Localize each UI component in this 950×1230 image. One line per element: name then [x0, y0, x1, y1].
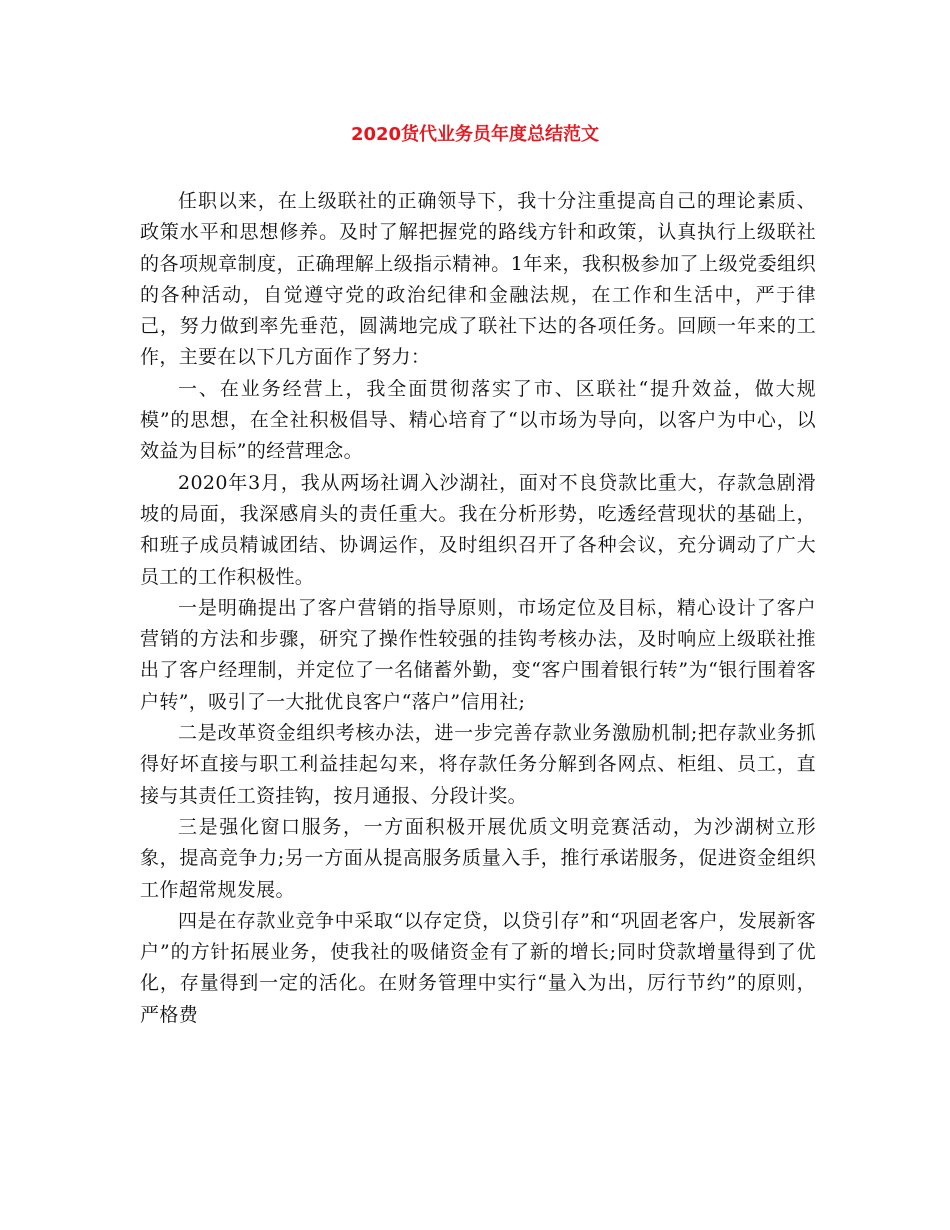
paragraph: 四是在存款业竞争中采取“以存定贷，以贷引存”和“巩固老客户，发展新客户”的方针拓展业务，使我社的吸储资金有了新的增长;同时贷款增量得到了优化，存量得到一定的活化。在财务管理中实行“量入为出，厉行节约”的原则，严格费: [140, 909, 816, 1026]
paragraph: 任职以来，在上级联社的正确领导下，我十分注重提高自己的理论素质、政策水平和思想修养。及时了解把握党的路线方针和政策，认真执行上级联社的各项规章制度，正确理解上级指示精神。1年来，我积极参加了上级党委组织的各种活动，自觉遵守党的政治纪律和金融法规，在工作和生活中，严于律己，努力做到率先垂范，圆满地完成了联社下达的各项任务。回顾一年来的工作，主要在以下几方面作了努力：: [140, 190, 816, 369]
document-title: 2020货代业务员年度总结范文: [350, 124, 600, 145]
paragraph: 一、在业务经营上，我全面贯彻落实了市、区联社“提升效益，做大规模”的思想，在全社积极倡导、精心培育了“以市场为导向，以客户为中心，以效益为目标”的经营理念。: [140, 377, 816, 463]
paragraph: 二是改革资金组织考核办法，进一步完善存款业务激励机制;把存款业务抓得好坏直接与职工利益挂起勾来，将存款任务分解到各网点、柜组、员工，直接与其责任工资挂钩，按月通报、分段计奖。: [140, 722, 816, 807]
paragraph: 三是强化窗口服务，一方面积极开展优质文明竞赛活动，为沙湖树立形象，提高竞争力;另一方面从提高服务质量入手，推行承诺服务，促进资金组织工作超常规发展。: [140, 815, 816, 901]
paragraph: 一是明确提出了客户营销的指导原则，市场定位及目标，精心设计了客户营销的方法和步骤，研究了操作性较强的挂钩考核办法，及时响应上级联社推出了客户经理制，并定位了一名储蓄外勤，变“客户围着银行转”为“银行围着客户转”，吸引了一大批优良客户“落户”信用社;: [140, 596, 816, 713]
paragraph: 2020年3月，我从两场社调入沙湖社，面对不良贷款比重大，存款急剧滑坡的局面，我深感肩头的责任重大。我在分析形势，吃透经营现状的基础上，和班子成员精诚团结、协调运作，及时组织召开了各种会议，充分调动了广大员工的工作积极性。: [140, 471, 816, 588]
document-body: [140, 186, 816, 1031]
